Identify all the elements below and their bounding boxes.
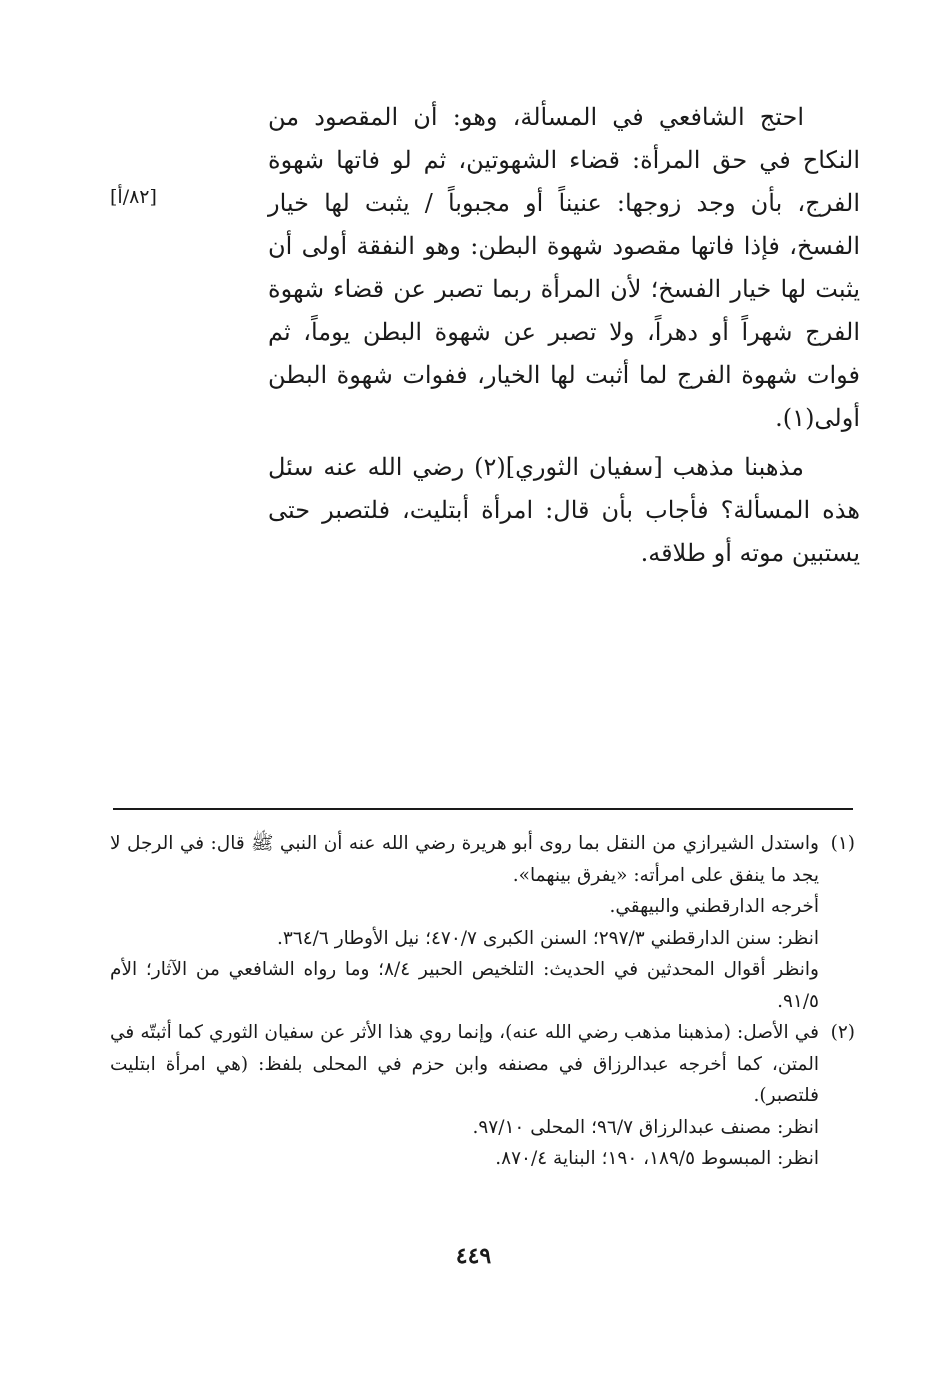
footnote-1 xyxy=(110,828,855,1017)
footnote-number: (٢) xyxy=(830,1022,855,1043)
footnotes xyxy=(110,828,855,1175)
body-paragraph-2: مذهبنا مذهب [سفيان الثوري](٢) رضي الله عنه سئل هذه المسألة؟ فأجاب بأن قال: امرأة أبتليت، فلتصبر حتى يستبين موته أو طلاقه. xyxy=(268,453,860,567)
footnote-line: انظر: المبسوط ١٨٩/٥، ١٩٠؛ البناية ٨٧٠/٤. xyxy=(495,1148,819,1169)
footnote-line: واستدل الشيرازي من النقل بما روى أبو هريرة رضي الله عنه أن النبي ﷺ قال: في الرجل لا يجد ما ينفق على امرأته: «يفرق بينهما». xyxy=(110,833,819,886)
footnote-line: أخرجه الدارقطني والبيهقي. xyxy=(609,896,819,917)
page-number: ٤٤٩ xyxy=(455,1243,492,1269)
footnote-number: (١) xyxy=(830,833,855,854)
main-text xyxy=(268,96,860,575)
manuscript-folio-reference: [٨٢/أ] xyxy=(110,186,157,208)
footnote-line: انظر: مصنف عبدالرزاق ٩٦/٧؛ المحلى ٩٧/١٠. xyxy=(472,1116,819,1138)
footnote-line: في الأصل: (مذهبنا مذهب رضي الله عنه)، وإنما روي هذا الأثر عن سفيان الثوري كما أثبتّه في المتن، كما أخرجه عبدالرزاق في مصنفه وابن حزم في المحلى بلفظ: (هي امرأة ابتليت فلتصبر). xyxy=(110,1022,819,1106)
body-paragraph-1: احتج الشافعي في المسألة، وهو: أن المقصود من النكاح في حق المرأة: قضاء الشهوتين، ثم لو فاتها شهوة الفرج، بأن وجد زوجها: عنيناً أو مجبوباً / يثبت لها خيار الفسخ، فإذا فاتها مقصود شهوة البطن: وهو النفقة أولى أن يثبت لها خيار الفسخ؛ لأن المرأة ربما تصبر عن قضاء شهوة الفرج شهراً أو دهراً، ولا تصبر عن شهوة البطن يوماً، ثم فوات شهوة الفرج لما أثبت لها الخيار، ففوات شهوة البطن أولى(١). xyxy=(268,103,860,432)
footnote-line: انظر: سنن الدارقطني ٢٩٧/٣؛ السنن الكبرى ٤٧٠/٧؛ نيل الأوطار ٣٦٤/٦. xyxy=(276,927,819,949)
footnote-separator-line xyxy=(113,808,853,810)
footnote-line: وانظر أقوال المحدثين في الحديث: التلخيص الحبير ٨/٤؛ وما رواه الشافعي من الآثار؛ الأم ٩١/٥. xyxy=(110,959,819,1012)
footnote-2 xyxy=(110,1017,855,1175)
